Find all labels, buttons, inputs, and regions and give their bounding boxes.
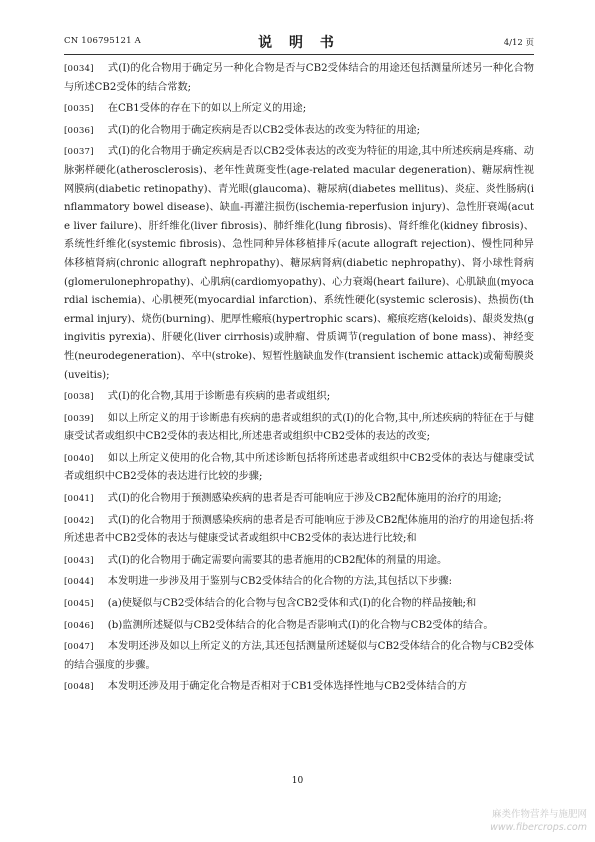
publication-number: CN 106795121 A: [64, 36, 141, 46]
page-header: [64, 34, 534, 50]
paragraph-number: [0036]: [64, 125, 94, 136]
paragraph: [64, 100, 534, 119]
paragraph: [64, 490, 534, 509]
paragraph: [64, 143, 534, 385]
paragraph-text: (a)使疑似与CB2受体结合的化合物与包含CB2受体和式(I)的化合物的样品接触;和: [107, 598, 477, 610]
paragraph: [64, 410, 534, 447]
paragraph-text: 如以上所定义的用于诊断患有疾病的患者或组织的式(I)的化合物,其中,所述疾病的特征在于与健康受试者或组织中CB2受体的表达相比,所述患者或组织中CB2受体的表达的改变;: [64, 412, 534, 443]
description-body: [64, 60, 534, 700]
paragraph-number: [0042]: [64, 515, 94, 526]
paragraph: [64, 678, 534, 697]
paragraph: [64, 595, 534, 614]
paragraph-number: [0046]: [64, 620, 94, 631]
paragraph-text: 式(I)的化合物用于确定另一种化合物是否与CB2受体结合的用途还包括测量所述另一种化合物与所述CB2受体的结合常数;: [64, 63, 534, 93]
paragraph: [64, 552, 534, 571]
paragraph-text: 式(I)的化合物用于预测感染疾病的患者是否可能响应于涉及CB2配体施用的治疗的用途;: [107, 493, 502, 505]
paragraph-text: (b)监测所述疑似与CB2受体结合的化合物是否影响式(I)的化合物与CB2受体的结合。: [107, 619, 494, 631]
paragraph: [64, 573, 534, 592]
watermark: [490, 808, 587, 834]
paragraph-text: 式(I)的化合物,其用于诊断患有疾病的患者或组织;: [107, 391, 331, 403]
paragraph-number: [0034]: [64, 64, 94, 74]
paragraph-number: [0041]: [64, 494, 94, 505]
paragraph-text: 本发明还涉及用于确定化合物是否相对于CB1受体选择性地与CB2受体结合的方: [107, 681, 468, 693]
paragraph-number: [0048]: [64, 682, 94, 693]
paragraph: [64, 450, 534, 487]
paragraph-number: [0037]: [64, 147, 94, 158]
header-rule: [64, 54, 534, 55]
paragraph-number: [0040]: [64, 453, 94, 464]
page-number: 10: [291, 776, 304, 786]
paragraph-number: [0038]: [64, 392, 94, 403]
paragraph: [64, 122, 534, 141]
paragraph-number: [0035]: [64, 104, 94, 115]
watermark-url: www.fibercrops.com: [490, 822, 587, 833]
paragraph-text: 本发明还涉及如以上所定义的方法,其还包括测量所述疑似与CB2受体结合的化合物与CB2受体的结合强度的步骤。: [64, 641, 534, 671]
paragraph: [64, 60, 534, 97]
paragraph: [64, 617, 534, 636]
paragraph-text: 式(I)的化合物用于确定需要向需要其的患者施用的CB2配体的剂量的用途。: [107, 554, 448, 566]
paragraph: [64, 638, 534, 675]
paragraph-text: 式(I)的化合物用于确定疾病是否以CB2受体表达的改变为特征的用途;: [107, 124, 421, 136]
document-title: 说 明 书: [258, 35, 340, 51]
paragraph-number: [0047]: [64, 642, 94, 653]
watermark-site-name: 麻类作物营养与施肥网: [491, 809, 587, 820]
paragraph-number: [0045]: [64, 599, 94, 610]
paragraph-text: 如以上所定义使用的化合物,其中所述诊断包括将所述患者或组织中CB2受体的表达与健康受试者或组织中CB2受体的表达进行比较的步骤;: [64, 452, 534, 483]
paragraph-number: [0043]: [64, 555, 94, 566]
paragraph-text: 式(I)的化合物用于确定疾病是否以CB2受体表达的改变为特征的用途,其中所述疾病是疼痛、动脉粥样硬化(atherosclerosis)、老年性黄斑变性(age-related macular degeneration)、糖尿病性视网膜病(diabetic retinopathy)、青光眼(glaucoma)、糖尿病(diabetes mellitus)、炎症、炎性肠病(inflammatory bowel disease)、缺血-再灌注损伤(ischemia-reperfusion injury)、急性肝衰竭(acute liver failure)、肝纤维化(liver fibrosis)、肺纤维化(lung fibrosis)、肾纤维化(kidney fibrosis)、系统性纤维化(systemic fibrosis)、急性同种异体移植排斥(acute allograft rejection)、慢性同种异体移植肾病(chronic allograft nephropathy)、糖尿病肾病(diabetic nephropathy)、肾小球性肾病(glomerulonephropathy)、心肌病(cardiomyopathy)、心力衰竭(heart failure)、心肌缺血(myocardial ischemia)、心肌梗死(myocardial infarction)、系统性硬化(systemic sclerosis)、热损伤(thermal injury)、烧伤(burning)、肥厚性瘢痕(hypertrophic scars)、瘢痕疙瘩(keloids)、龈炎发热(gingivitis pyrexia)、肝硬化(liver cirrhosis)或肿瘤、骨质调节(regulation of bone mass)、神经变性(neurodegeneration)、卒中(stroke)、短暂性脑缺血发作(transient ischemic attack)或葡萄膜炎(uveitis);: [64, 146, 534, 381]
paragraph-number: [0039]: [64, 413, 94, 424]
paragraph-number: [0044]: [64, 577, 94, 588]
paragraph: [64, 512, 534, 549]
paragraph-text: 本发明进一步涉及用于鉴别与CB2受体结合的化合物的方法,其包括以下步骤:: [107, 576, 453, 588]
page-indicator: 4/12 页: [503, 38, 534, 48]
paragraph: [64, 388, 534, 407]
paragraph-text: 式(I)的化合物用于预测感染疾病的患者是否可能响应于涉及CB2配体施用的治疗的用途包括:将所述患者中CB2受体的表达与健康受试者或组织中CB2受体的表达进行比较;和: [64, 514, 534, 545]
paragraph-text: 在CB1受体的存在下的如以上所定义的用途;: [107, 103, 307, 115]
